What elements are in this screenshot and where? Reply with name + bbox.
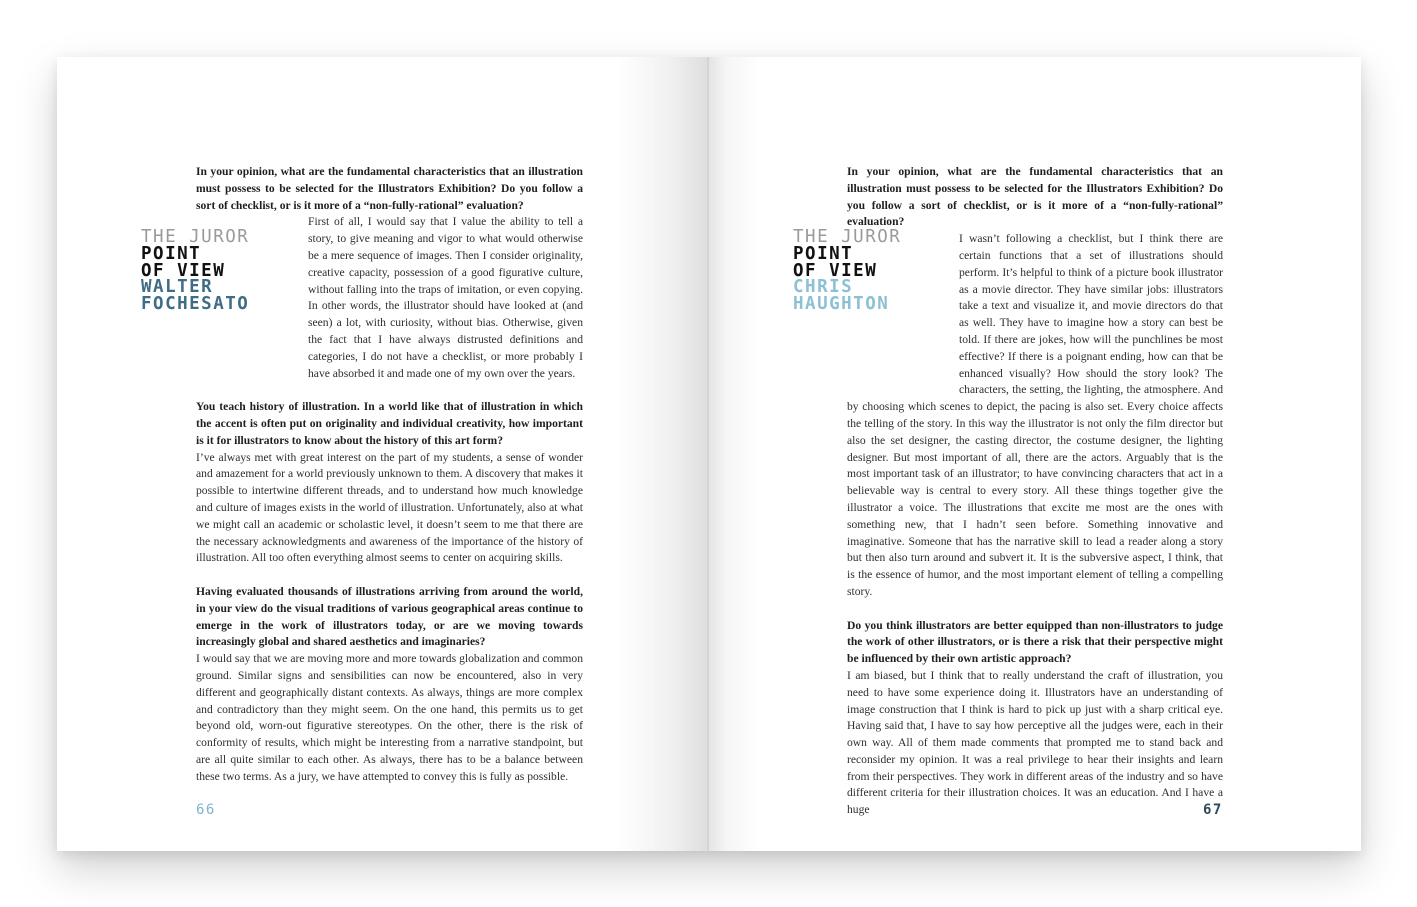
juror-first-name: CHRIS — [793, 277, 854, 298]
question-2: You teach history of illustration. In a world like that of illustration in which the accent is often put on originality and individual creativity, how important is it for illustrators to know about the history of this art form? — [196, 400, 583, 447]
question-1: In your opinion, what are the fundamental characteristics that an illustration must possess to be selected for the Illustrators Exhibition? Do you follow a sort of checklist, or is it more of a “non-fully-rational” evaluation? — [196, 165, 583, 212]
answer-1: I wasn’t following a checklist, but I think there are certain functions that a set of illustrations should perform. It’s helpful to think of a picture book illustrator as a movie director. They have similar jobs: illustrators take a text and visualize it, and movie directors do that as well. They have to imagine how a story can best be told. If there are jokes, how will the punchlines be most effective? If there is a poignant ending, how can that be enhanced visually? How should the story look? The characters, the setting, the lighting, the atmosphere. And by choosing which scenes to depict, the pacing is also set. Every choice affects the telling of the story. In this way the illustrator is not only the film director but also the set designer, the casting director, the costume designer, the lighting designer. But most important of all, there are the actors. Arguably that is the most important task of an illustrator; to have convincing characters that act in a believable way is central to every story. All these things together give the illustrator a voice. The illustrations that excite me most are the ones with something new, that I hadn’t seen before. Something innovative and imaginative. Someone that has the narrative skill to lead a reader along a story but then also turn around and subvert it. It is the subversive aspect, I think, that is the essence of humor, and the most important element of telling a compelling story. — [847, 232, 1223, 598]
juror-first-name: WALTER — [141, 277, 214, 298]
question-3: Having evaluated thousands of illustrations arriving from around the world, in your view do the visual traditions of various geographical areas continue to emerge in the work of illustrators today, or are we moving towards increasingly global and shared aesthetics and imaginaries? — [196, 584, 583, 649]
title-float-space — [847, 231, 959, 383]
title-line-point: POINT — [793, 243, 854, 264]
answer-1: First of all, I would say that I value the ability to tell a story, to give meaning and vigor to what would otherwise be a mere sequence of images. Then I consider originality, creative capacity, possession of a good figurative culture, without falling into the traps of imitation, or even copying. In other words, the illustrator should have looked at (and seen) a lot, with curiosity, without bias. Otherwise, given the fact that I have always distrusted definitions and categories, I do not have a checklist, or more probably I have absorbed it and made one of my own over the years. — [308, 215, 583, 380]
title-line-of-view: OF VIEW — [141, 260, 226, 281]
title-line-point: POINT — [141, 243, 202, 264]
book-gutter — [707, 57, 709, 851]
page-number-left: 66 — [196, 802, 216, 818]
title-float-space — [196, 214, 308, 366]
juror-last-name: HAUGHTON — [793, 294, 890, 315]
question-1: In your opinion, what are the fundamental characteristics that an illustration must possess to be selected for the Illustrators Exhibition? Do you follow a sort of checklist, or is it more of a “non-fully-rational” evaluation? — [847, 165, 1223, 229]
title-line-the-juror: THE JUROR — [141, 227, 250, 247]
answer-2: I am biased, but I think that to really understand the craft of illustration, you need to have some experience doing it. Illustrators have an understanding of image construction that I think is hard to pick up just with a sharp critical eye. Having said that, I have to say how perceptive all the judges were, each in their own way. All of them made comments that prompted me to stand back and reconsider my opinion. It was a real privilege to hear their insights and learn from their perspectives. They work in different areas of the industry and so have different criteria for their illustration choices. It was an education. And I have a huge — [847, 668, 1223, 817]
page-number-right: 67 — [1203, 802, 1223, 818]
title-line-the-juror: THE JUROR — [793, 227, 902, 247]
answer-2: I’ve always met with great interest on the part of my students, a sense of wonder and amazement for a world previously unknown to them. A discovery that makes it possible to intertwine different threads, and to understand how much knowledge and culture of images exists in the world of illustration. Unfortunately, also at what we might call an academic or scholastic level, it doesn’t seem to me that there are the necessary acknowledgments and awareness of the importance of the history of illustration. All too often everything almost seems to center on acquiring skills. — [196, 450, 583, 565]
question-2: Do you think illustrators are better equipped than non-illustrators to judge the work of other illustrators, or is there a risk that their perspective might be influenced by their own artistic approach? — [847, 618, 1223, 666]
answer-3: I would say that we are moving more and more towards globalization and common ground. Similar signs and sensibilities can now be encountered, also in very different and geographically distant contexts. As always, things are more complex and contradictory than they might seem. On the one hand, this permits us to get beyond old, worn-out figurative stereotypes. On the other, there is the risk of conformity of results, which might be interesting from a narrative standpoint, but are all quite similar to each other. As always, there has to be a balance between these two terms. As a jury, we have attempted to convey this is fully as possible. — [196, 652, 583, 783]
title-line-of-view: OF VIEW — [793, 260, 878, 281]
right-article-body — [847, 164, 1223, 819]
left-article-body — [196, 164, 583, 785]
juror-last-name: FOCHESATO — [141, 294, 250, 315]
